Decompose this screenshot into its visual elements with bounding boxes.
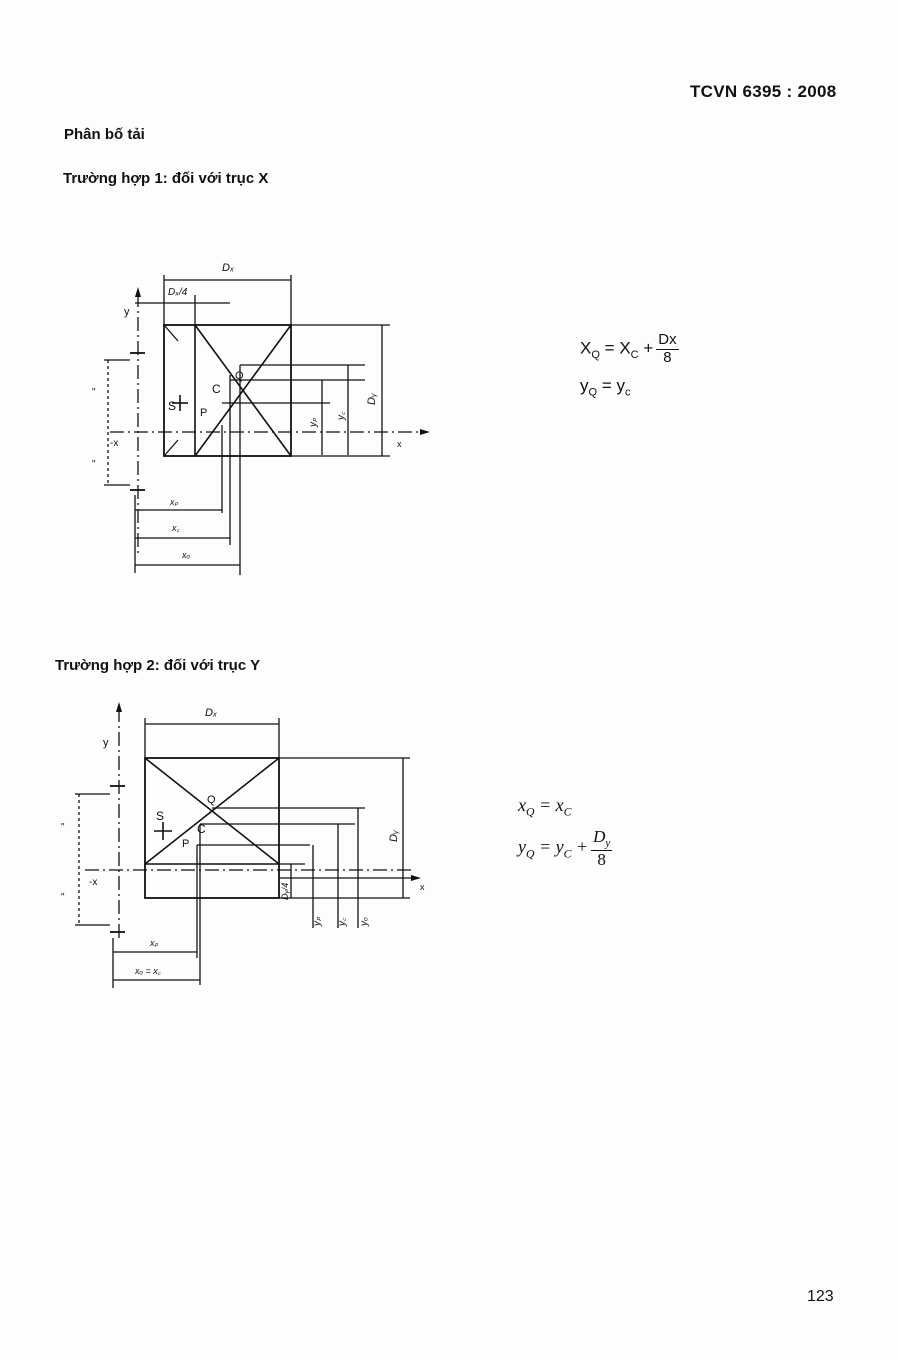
standard-header: TCVN 6395 : 2008 — [690, 82, 837, 101]
case2-dy4-label: Dᵧ/4 — [280, 882, 290, 900]
case1-tick-upper: " — [92, 387, 96, 398]
case2-diagram — [55, 700, 435, 995]
case1-yp-label: yₚ — [308, 417, 319, 427]
case1-diagram — [90, 255, 440, 580]
case2-equation-yq: $y_Q = y_C$ + $\frac{D_y}{8}$ — [518, 827, 611, 869]
case1-xq-label: xₒ — [182, 550, 191, 560]
case2-q-label: Q — [207, 794, 216, 806]
case1-title: Trường hợp 1: đối với trục X — [63, 170, 269, 187]
case2-xp-label: xₚ — [150, 938, 159, 948]
case2-y-axis-label: y — [103, 737, 109, 749]
case2-dy-label: Dᵧ — [388, 830, 400, 842]
case2-yp-label: yₚ — [312, 916, 323, 926]
section-title: Phân bố tải — [64, 126, 145, 143]
case1-y-axis-label: y — [124, 306, 130, 318]
case2-s-label: S — [156, 809, 165, 823]
case1-dx4-label: Dₓ/4 — [168, 287, 188, 298]
case2-dx-label: Dₓ — [205, 707, 218, 719]
page-number: 123 — [807, 1288, 834, 1305]
case1-p-label: P — [200, 407, 208, 419]
case2-yq-label: yₒ — [359, 917, 370, 926]
case1-s-label: S — [168, 399, 177, 413]
case2-xq-xc-label: xₒ = x꜀ — [135, 966, 161, 976]
case1-equation-yq: $y_Q = y_c$ — [580, 376, 631, 399]
case1-xp-label: xₚ — [170, 497, 179, 507]
case2-x-axis-label: x — [420, 882, 425, 892]
case1-dx-label: Dₓ — [222, 262, 235, 274]
case2-equation-xq: $x_Q = x_C$ — [518, 795, 572, 819]
case1-dy-label: Dᵧ — [366, 393, 378, 405]
case1-xc-label: x꜀ — [172, 523, 180, 533]
case1-plate-outline — [164, 325, 291, 456]
case2-yc-label: y꜀ — [337, 917, 348, 926]
case1-neg-x-label: -x — [110, 438, 119, 449]
case2-p-label: P — [182, 838, 190, 850]
case1-c-label: C — [212, 382, 221, 396]
case2-plate-outline — [145, 758, 279, 898]
case1-q-label: Q — [235, 370, 244, 382]
case1-x-axis-label: x — [397, 439, 402, 449]
case2-tick-upper: " — [61, 822, 65, 833]
case1-equation-xq: $X_Q = X_C$ + $\frac{Dx}{8}$ — [580, 331, 677, 366]
case2-c-label: C — [197, 822, 206, 836]
case2-tick-lower: " — [61, 892, 65, 903]
case2-neg-x-label: -x — [89, 877, 98, 888]
case1-tick-lower: " — [92, 459, 96, 470]
case1-yc-label: y꜀ — [336, 411, 347, 420]
case2-title: Trường hợp 2: đối với trục Y — [55, 657, 261, 674]
